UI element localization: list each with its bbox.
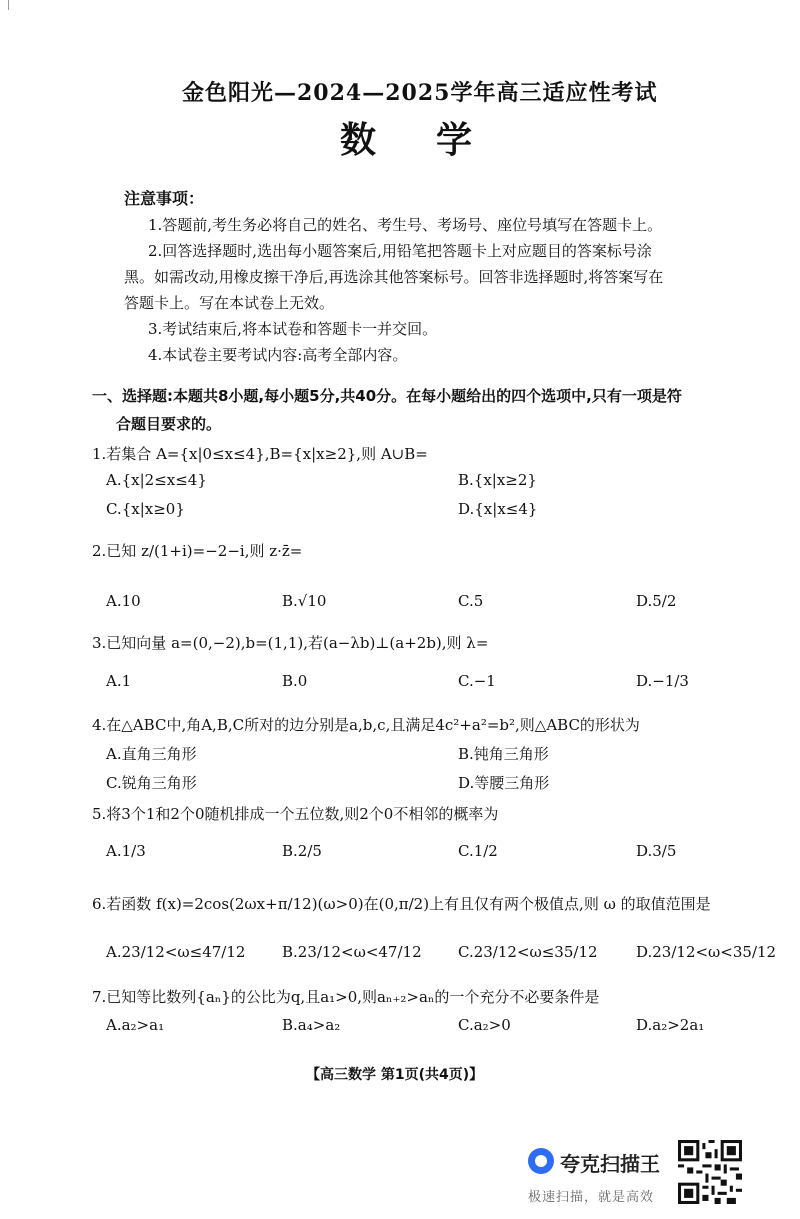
question-5-option-d: D.3/5 bbox=[636, 842, 677, 860]
question-1-option-c: C.{x|x≥0} bbox=[106, 500, 185, 518]
question-5-stem: 5.将3个1和2个0随机排成一个五位数,则2个0不相邻的概率为 bbox=[92, 805, 499, 823]
notice-line-3: 黑。如需改动,用橡皮擦干净后,再选涂其他答案标号。回答非选择题时,将答案写在 bbox=[124, 268, 664, 286]
notice-line-1: 1.答题前,考生务必将自己的姓名、考生号、考场号、座位号填写在答题卡上。 bbox=[148, 216, 663, 234]
subject-title: 数学 bbox=[340, 119, 533, 161]
scanner-watermark bbox=[528, 1144, 678, 1210]
question-6-option-b: B.23/12<ω<47/12 bbox=[282, 943, 422, 961]
notice-line-4: 答题卡上。写在本试卷上无效。 bbox=[124, 294, 335, 312]
notice-heading: 注意事项： bbox=[124, 189, 205, 208]
notice-line-2: 2.回答选择题时,选出每小题答案后,用铅笔把答题卡上对应题目的答案标号涂 bbox=[148, 242, 652, 260]
question-4-option-a: A.直角三角形 bbox=[106, 745, 197, 763]
question-4-option-b: B.钝角三角形 bbox=[458, 745, 549, 763]
question-2-option-d: D.5/2 bbox=[636, 592, 677, 610]
question-5-option-c: C.1/2 bbox=[458, 842, 498, 860]
question-5-option-a: A.1/3 bbox=[106, 842, 146, 860]
section-heading: 一、选择题:本题共8小题,每小题5分,共40分。在每小题给出的四个选项中,只有一项是符 bbox=[92, 387, 682, 405]
question-1-option-a: A.{x|2≤x≤4} bbox=[106, 471, 207, 489]
qr-code-icon bbox=[678, 1140, 742, 1204]
question-3-option-c: C.−1 bbox=[458, 672, 496, 690]
question-7-stem: 7.已知等比数列{aₙ}的公比为q,且a₁>0,则aₙ₊₂>aₙ的一个充分不必要条件是 bbox=[92, 988, 600, 1006]
exam-title: 金色阳光—2024—2025学年高三适应性考试 bbox=[182, 80, 658, 106]
notice-line-5: 3.考试结束后,将本试卷和答题卡一并交回。 bbox=[148, 320, 438, 338]
question-6-option-a: A.23/12<ω≤47/12 bbox=[106, 943, 246, 961]
question-2-option-b: B.√10 bbox=[282, 592, 327, 610]
question-7-option-a: A.a₂>a₁ bbox=[106, 1016, 165, 1034]
question-4-option-d: D.等腰三角形 bbox=[458, 774, 550, 792]
question-2-option-a: A.10 bbox=[106, 592, 141, 610]
question-1-option-b: B.{x|x≥2} bbox=[458, 471, 537, 489]
question-2-option-c: C.5 bbox=[458, 592, 484, 610]
question-6-option-d: D.23/12<ω<35/12 bbox=[636, 943, 777, 961]
question-7-option-b: B.a₄>a₂ bbox=[282, 1016, 341, 1034]
question-4-stem: 4.在△ABC中,角A,B,C所对的边分别是a,b,c,且满足4c²+a²=b²,则△ABC的形状为 bbox=[92, 716, 640, 734]
question-2-stem: 2.已知 z/(1+i)=−2−i,则 z·z̄= bbox=[92, 542, 303, 560]
question-3-option-d: D.−1/3 bbox=[636, 672, 689, 690]
question-5-option-b: B.2/5 bbox=[282, 842, 322, 860]
section-heading-cont: 合题目要求的。 bbox=[116, 415, 222, 433]
edge-mark bbox=[8, 0, 9, 10]
scanner-logo-icon bbox=[528, 1148, 554, 1174]
question-1-option-d: D.{x|x≤4} bbox=[458, 500, 538, 518]
scanner-slogan: 极速扫描，就是高效 bbox=[528, 1190, 655, 1205]
page-footer: 【高三数学 第1页(共4页)】 bbox=[306, 1067, 484, 1083]
question-3-option-b: B.0 bbox=[282, 672, 308, 690]
question-7-option-c: C.a₂>0 bbox=[458, 1016, 511, 1034]
scanner-brand-name: 夸克扫描王 bbox=[560, 1152, 660, 1176]
question-3-option-a: A.1 bbox=[106, 672, 132, 690]
question-7-option-d: D.a₂>2a₁ bbox=[636, 1016, 705, 1034]
notice-line-6: 4.本试卷主要考试内容:高考全部内容。 bbox=[148, 346, 408, 364]
question-3-stem: 3.已知向量 a=(0,−2),b=(1,1),若(a−λb)⊥(a+2b),则 λ= bbox=[92, 634, 489, 652]
question-1-stem: 1.若集合 A={x|0≤x≤4},B={x|x≥2},则 A∪B= bbox=[92, 445, 428, 463]
question-6-option-c: C.23/12<ω≤35/12 bbox=[458, 943, 598, 961]
question-6-stem: 6.若函数 f(x)=2cos(2ωx+π/12)(ω>0)在(0,π/2)上有且仅有两个极值点,则 ω 的取值范围是 bbox=[92, 895, 711, 913]
question-4-option-c: C.锐角三角形 bbox=[106, 774, 197, 792]
